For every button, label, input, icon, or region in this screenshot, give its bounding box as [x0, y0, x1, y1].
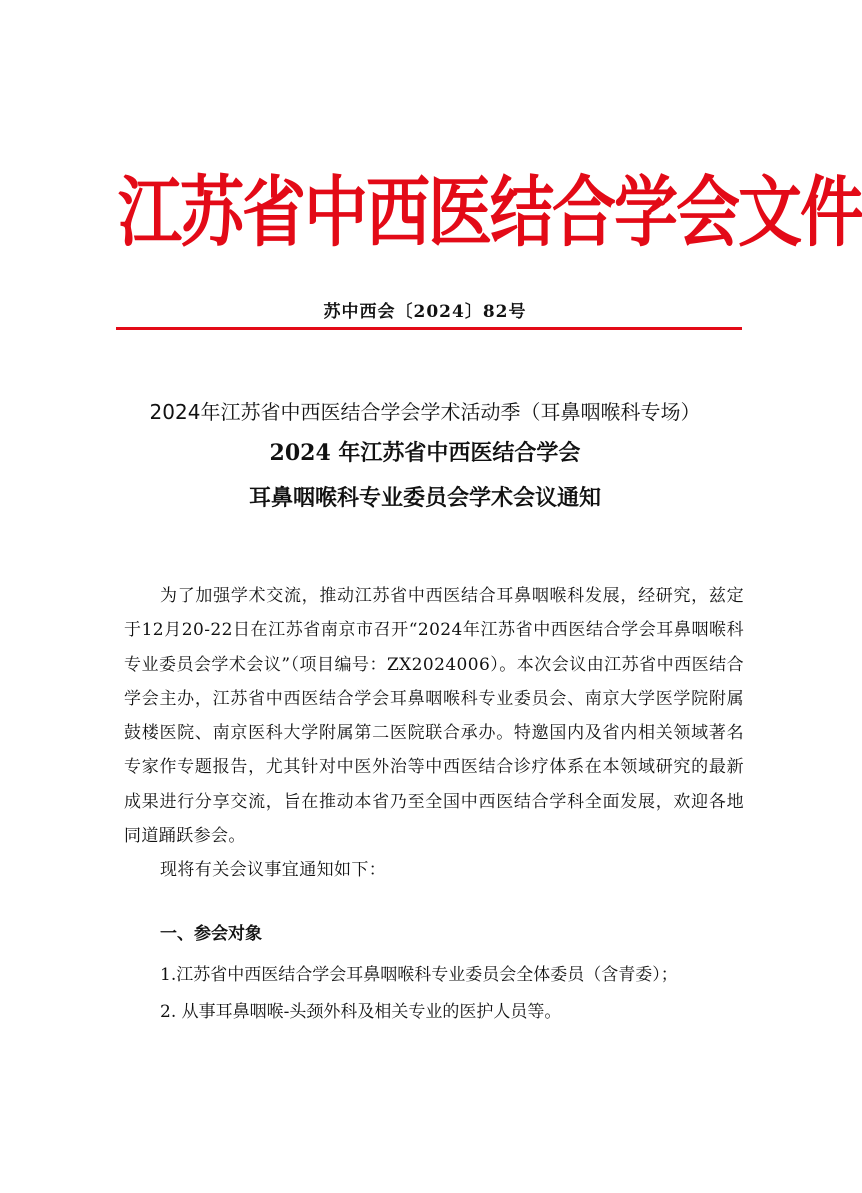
notice-body [124, 579, 744, 888]
document-masthead: 江苏省中西医结合学会文件 [118, 168, 862, 259]
title-line-3: 耳鼻咽喉科专业委员会学术会议通知 [248, 485, 601, 511]
title-line-1: 2024年江苏省中西医结合学会学术活动季（耳鼻咽喉科专场） [149, 400, 701, 424]
list-item: 1.江苏省中西医结合学会耳鼻咽喉科专业委员会全体委员（含青委）； [160, 965, 678, 985]
red-divider-line [116, 327, 742, 330]
section-heading-attendees: 一、参会对象 [160, 924, 262, 944]
paragraph-notice: 现将有关会议事宜通知如下： [160, 860, 387, 881]
title-line-2: 2024 年江苏省中西医结合学会 [269, 440, 581, 466]
list-item: 2. 从事耳鼻咽喉-头颈外科及相关专业的医护人员等。 [160, 1002, 562, 1022]
paragraph-intro: 为了加强学术交流，推动江苏省中西医结合耳鼻咽喉科发展，经研究，兹定于12月20-22日在江苏省南京市召开“2024年江苏省中西医结合学会耳鼻咽喉科专业委员会学术会议”（项目编号：ZX2024006）。本次会议由江苏省中西医结合学会主办，江苏省中西医结合学会耳鼻咽喉科专业委员会、南京大学医学院附属鼓楼医院、南京医科大学附属第二医院联合承办。特邀国内及省内相关领域著名专家作专题报告，尤其针对中医外治等中西医结合诊疗体系在本领域研究的最新成果进行分享交流，旨在推动本省乃至全国中西医结合学科全面发展，欢迎各地同道踊跃参会。 [124, 586, 744, 847]
document-number: 苏中西会〔2024〕82号 [323, 302, 527, 322]
